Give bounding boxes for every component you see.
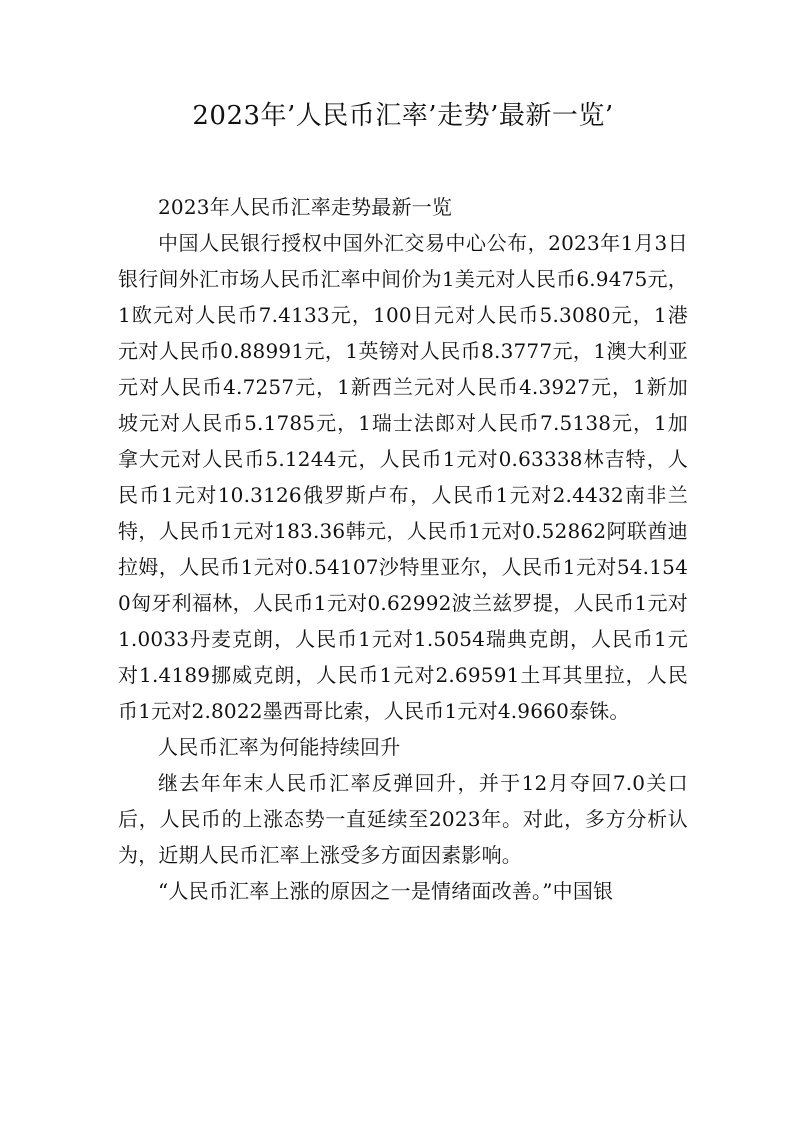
- section-heading-why-rise: 人民币汇率为何能持续回升: [158, 735, 401, 759]
- analysis-paragraph: 继去年年末人民币汇率反弹回升，并于12月夺回7.0关口后，人民币的上涨态势一直延续至2023年。对此，多方分析认为，近期人民币汇率上涨受多方面因素影响。: [118, 771, 688, 867]
- section-heading-exchange-rates: 2023年人民币汇率走势最新一览: [158, 195, 453, 219]
- document-title: 2023年’人民币汇率’走势’最新一览’: [192, 101, 614, 131]
- exchange-rate-paragraph: 中国人民银行授权中国外汇交易中心公布，2023年1月3日银行间外汇市场人民币汇率中间价为1美元对人民币6.9475元，1欧元对人民币7.4133元，100日元对人民币5.3080元，1港元对人民币0.88991元，1英镑对人民币8.3777元，1澳大利亚元对人民币4.7257元，1新西兰元对人民币4.3927元，1新加坡元对人民币5.1785元，1瑞士法郎对人民币7.5138元，1加拿大元对人民币5.1244元，人民币1元对0.63338林吉特，人民币1元对10.3126俄罗斯卢布，人民币1元对2.4432南非兰特，人民币1元对183.36韩元，人民币1元对0.52862阿联酋迪拉姆，人民币1元对0.54107沙特里亚尔，人民币1元对54.1540匈牙利福林，人民币1元对0.62992波兰兹罗提，人民币1元对1.0033丹麦克朗，人民币1元对1.5054瑞典克朗，人民币1元对1.4189挪威克朗，人民币1元对2.69591土耳其里拉，人民币1元对2.8022墨西哥比索，人民币1元对4.9660泰铢。: [118, 231, 688, 723]
- quote-paragraph: “人民币汇率上涨的原因之一是情绪面改善。”中国银: [158, 879, 614, 903]
- document-body: [118, 189, 688, 909]
